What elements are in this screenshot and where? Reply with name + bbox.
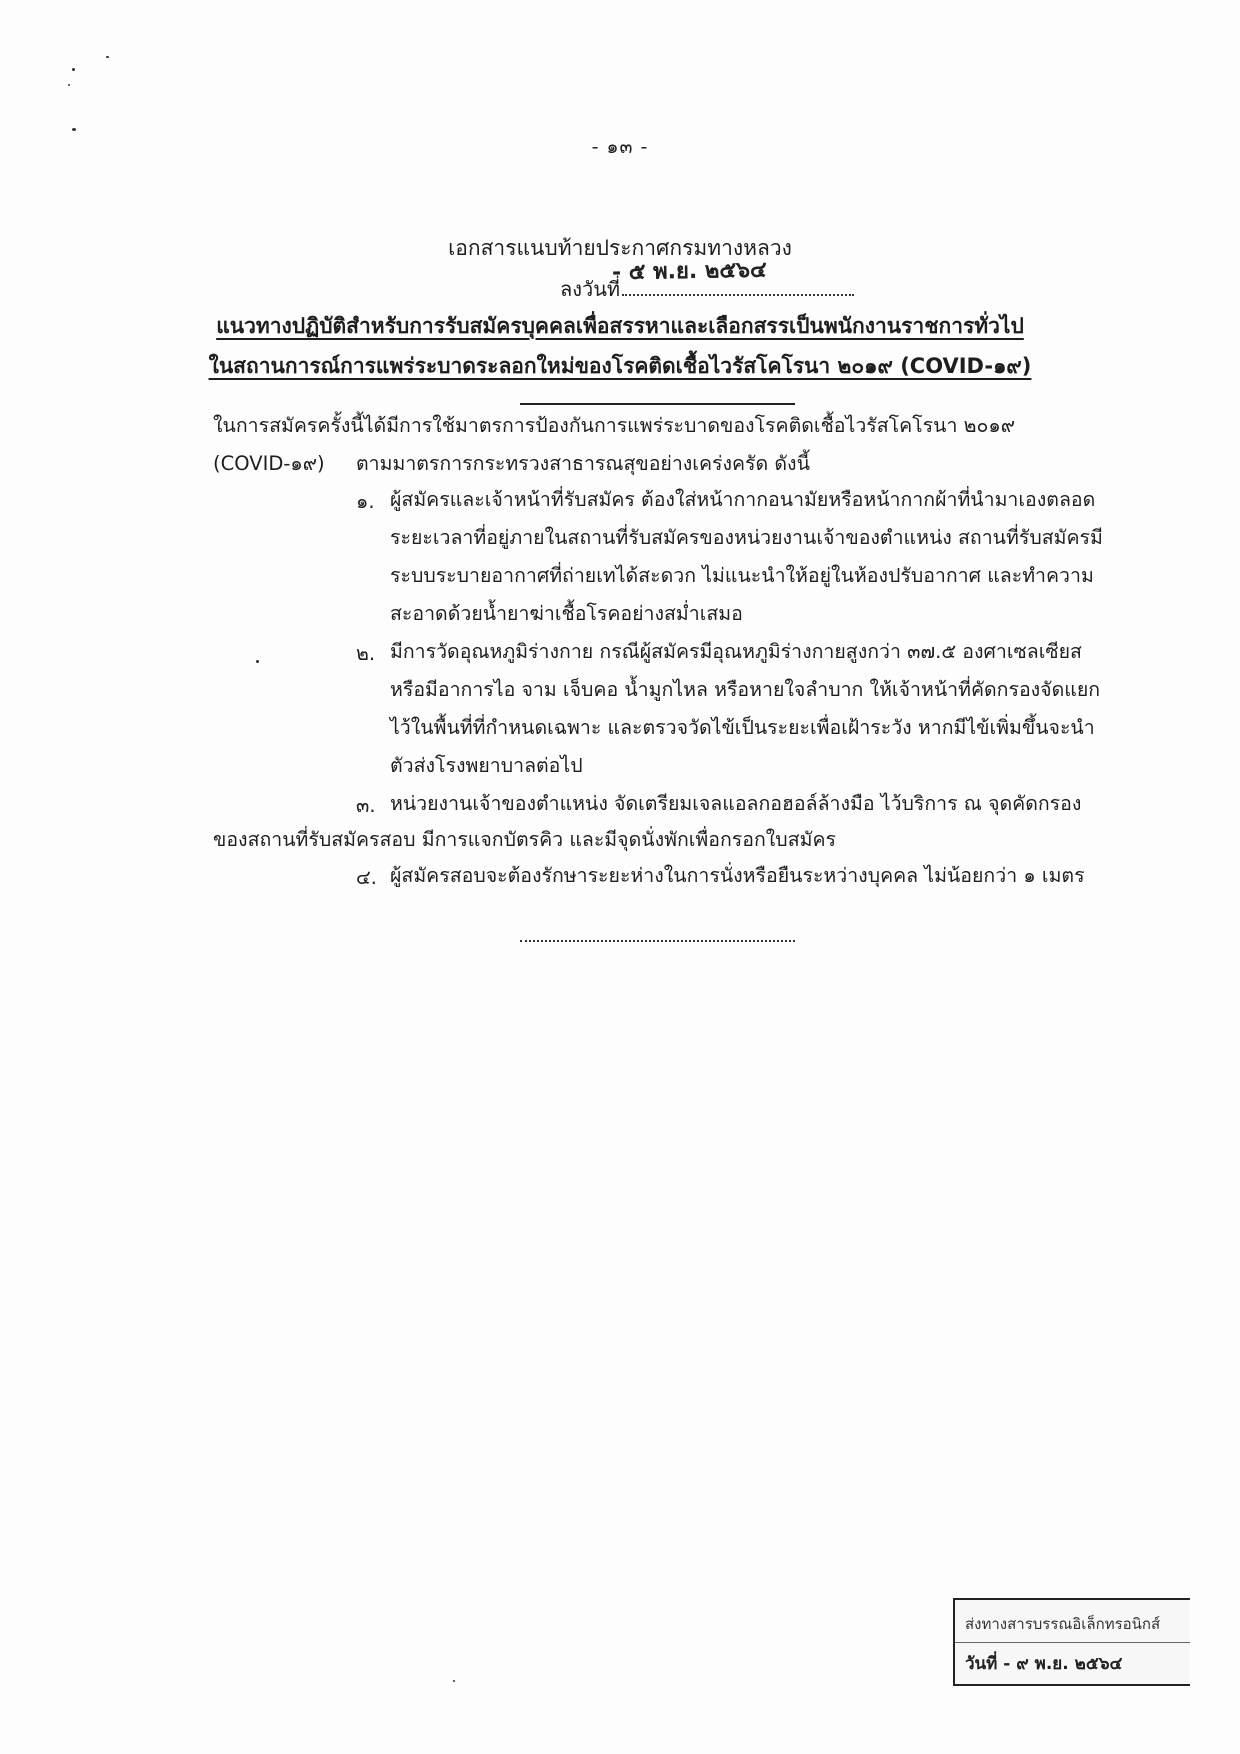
- item-3-line: หน่วยงานเจ้าของตำแหน่ง จัดเตรียมเจลแอลกอฮอล์ล้างมือ ไว้บริการ ณ จุดคัดกรอง: [390, 792, 1082, 815]
- stamped-date: - ๕ พ.ย. ๒๕๖๔: [611, 257, 767, 286]
- intro-line-1: ในการสมัครครั้งนี้ได้มีการใช้มาตรการป้องกันการแพร่ระบาดของโรคติดเชื้อไวรัสโคโรนา ๒๐๑๙: [213, 414, 1016, 437]
- intro-line-2-text: ตามมาตรการกระทรวงสาธารณสุขอย่างเคร่งครัด ดังนี้: [356, 452, 810, 475]
- item-1-line: ผู้สมัครและเจ้าหน้าที่รับสมัคร ต้องใส่หน้ากากอนามัยหรือหน้ากากผ้าที่นำมาเองตลอด: [390, 488, 1096, 511]
- date-dotted-line: [622, 294, 854, 296]
- end-dotted-line: [520, 940, 795, 942]
- scan-speck: [72, 128, 76, 131]
- stamp-line-2: วันที่ - ๙ พ.ย. ๒๕๖๔: [965, 1654, 1123, 1674]
- scan-speck: [72, 68, 75, 71]
- item-number: ๓.: [356, 794, 376, 817]
- scan-speck: [453, 1680, 455, 1682]
- item-2-line: มีการวัดอุณหภูมิร่างกาย กรณีผู้สมัครมีอุณหภูมิร่างกายสูงกว่า ๓๗.๕ องศาเซลเซียส: [390, 640, 1082, 663]
- item-2-line: ตัวส่งโรงพยาบาลต่อไป: [390, 754, 583, 777]
- intro-line-2-prefix: (COVID-๑๙): [213, 452, 325, 475]
- item-number: ๔.: [356, 866, 377, 889]
- item-1-line: ระบบระบายอากาศที่ถ่ายเทได้สะดวก ไม่แนะนำให้อยู่ในห้องปรับอากาศ และทำความ: [390, 564, 1094, 587]
- item-3-line: ของสถานที่รับสมัครสอบ มีการแจกบัตรคิว และมีจุดนั่งพักเพื่อกรอกใบสมัคร: [213, 828, 836, 851]
- scan-speck: [256, 660, 259, 663]
- item-number: ๑.: [356, 490, 375, 513]
- item-2-line: หรือมีอาการไอ จาม เจ็บคอ น้ำมูกไหล หรือหายใจลำบาก ให้เจ้าหน้าที่คัดกรองจัดแยก: [390, 678, 1101, 701]
- scan-speck: [106, 56, 109, 58]
- document-header: เอกสารแนบท้ายประกาศกรมทางหลวง: [448, 236, 792, 260]
- date-line: [560, 273, 854, 305]
- item-1-line: ระยะเวลาที่อยู่ภายในสถานที่รับสมัครของหน่วยงานเจ้าของตำแหน่ง สถานที่รับสมัครมี: [390, 526, 1103, 549]
- stamp-divider: [955, 1642, 1190, 1643]
- title-line-2: ในสถานการณ์การแพร่ระบาดระลอกใหม่ของโรคติดเชื้อไวรัสโคโรนา ๒๐๑๙ (COVID-๑๙): [208, 354, 1032, 378]
- e-document-stamp: [953, 1598, 1190, 1686]
- separator-rule: [520, 403, 795, 405]
- date-label: ลงวันที่: [560, 277, 621, 301]
- item-1-line: สะอาดด้วยน้ำยาฆ่าเชื้อโรคอย่างสม่ำเสมอ: [390, 602, 743, 625]
- page-number: - ๑๓ -: [591, 136, 649, 158]
- item-4-line: ผู้สมัครสอบจะต้องรักษาระยะห่างในการนั่งหรือยืนระหว่างบุคคล ไม่น้อยกว่า ๑ เมตร: [390, 864, 1085, 887]
- scan-speck: [68, 84, 70, 86]
- title-line-1: แนวทางปฏิบัติสำหรับการรับสมัครบุคคลเพื่อสรรหาและเลือกสรรเป็นพนักงานราชการทั่วไป: [216, 314, 1024, 338]
- item-number: ๒.: [356, 642, 376, 665]
- item-2-line: ไว้ในพื้นที่ที่กำหนดเฉพาะ และตรวจวัดไข้เป็นระยะเพื่อเฝ้าระวัง หากมีไข้เพิ่มขึ้นจะนำ: [390, 716, 1095, 739]
- stamp-line-1: ส่งทางสารบรรณอิเล็กทรอนิกส์: [965, 1615, 1161, 1633]
